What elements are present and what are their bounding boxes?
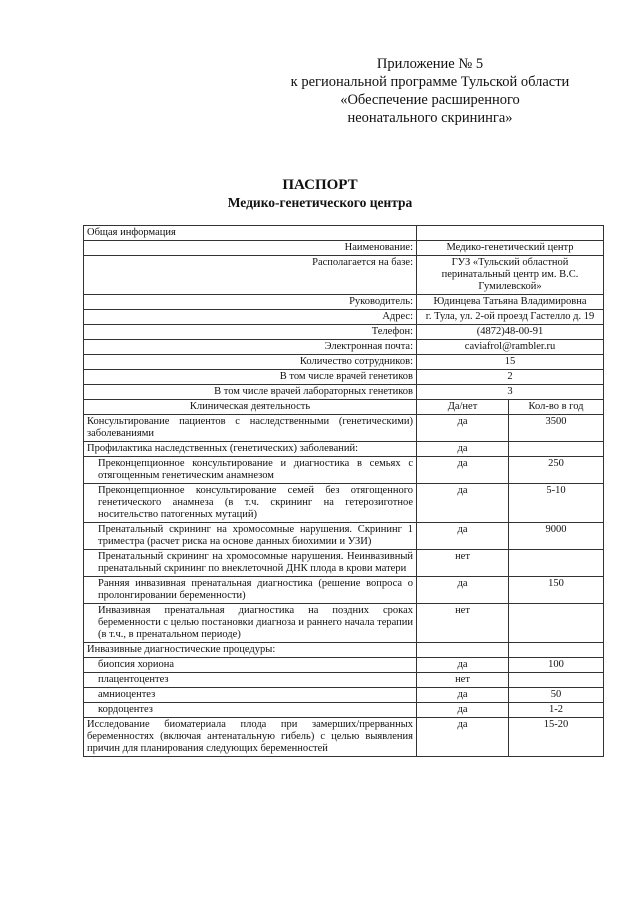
general-info-row	[84, 256, 604, 295]
general-info-row	[84, 241, 604, 256]
clinical-count	[509, 673, 604, 688]
general-info-label: Адрес:	[84, 310, 417, 325]
clinical-count: 250	[509, 457, 604, 484]
general-info-value: г. Тула, ул. 2-ой проезд Гастелло д. 19	[417, 310, 604, 325]
clinical-header-row	[84, 400, 604, 415]
clinical-row	[84, 688, 604, 703]
general-info-section	[84, 226, 604, 400]
document-subtitle: Медико-генетического центра	[227, 195, 413, 210]
clinical-yes-no: нет	[417, 604, 509, 643]
yes-no-header: Да/нет	[417, 400, 509, 415]
clinical-row	[84, 604, 604, 643]
general-info-row	[84, 385, 604, 400]
clinical-yes-no: да	[417, 415, 509, 442]
appendix-line: неонатального скрининга»	[347, 110, 513, 126]
clinical-activity: плацентоцентез	[84, 673, 417, 688]
clinical-count	[509, 550, 604, 577]
general-info-label: Телефон:	[84, 325, 417, 340]
appendix-line: «Обеспечение расширенного	[340, 92, 520, 108]
appendix-line: Приложение № 5	[376, 56, 484, 72]
passport-table	[83, 225, 604, 757]
general-info-label: Электронная почта:	[84, 340, 417, 355]
general-info-row	[84, 295, 604, 310]
general-info-label: Располагается на базе:	[84, 256, 417, 295]
clinical-activity-header: Клиническая деятельность	[84, 400, 417, 415]
clinical-activity: кордоцентез	[84, 703, 417, 718]
general-info-value: 2	[417, 370, 604, 385]
clinical-count: 5-10	[509, 484, 604, 523]
clinical-count	[509, 604, 604, 643]
clinical-activity: Преконцепционное консультирование семей без отягощенного генетического анамнеза (в т.ч. скрининг на гетерозиготное носительство патогенных мутаций)	[84, 484, 417, 523]
clinical-yes-no: да	[417, 523, 509, 550]
clinical-activity: Пренатальный скрининг на хромосомные нарушения. Неинвазивный пренатальный скрининг по внеклеточной ДНК плода в крови матери	[84, 550, 417, 577]
general-section-row	[84, 226, 604, 241]
clinical-row	[84, 523, 604, 550]
clinical-activity: амниоцентез	[84, 688, 417, 703]
general-info-row	[84, 370, 604, 385]
clinical-activity: Профилактика наследственных (генетических) заболеваний:	[84, 442, 417, 457]
general-info-value: caviafrol@rambler.ru	[417, 340, 604, 355]
clinical-row	[84, 658, 604, 673]
clinical-activity: Исследование биоматериала плода при замерших/прерванных беременностях (включая антенатальную гибель) с целью выявления причин для планирования следующих беременностей	[84, 718, 417, 757]
clinical-row	[84, 643, 604, 658]
clinical-count: 1-2	[509, 703, 604, 718]
clinical-yes-no: да	[417, 442, 509, 457]
clinical-row	[84, 577, 604, 604]
clinical-row	[84, 457, 604, 484]
clinical-yes-no: нет	[417, 550, 509, 577]
appendix-line: к региональной программе Тульской области	[290, 74, 570, 90]
clinical-activity: Инвазивные диагностические процедуры:	[84, 643, 417, 658]
general-info-value: 15	[417, 355, 604, 370]
general-info-row	[84, 355, 604, 370]
clinical-row	[84, 484, 604, 523]
general-info-value: (4872)48-00-91	[417, 325, 604, 340]
clinical-count: 15-20	[509, 718, 604, 757]
clinical-count: 3500	[509, 415, 604, 442]
document-title: ПАСПОРТ	[282, 177, 358, 193]
general-info-label: Руководитель:	[84, 295, 417, 310]
count-header: Кол-во в год	[509, 400, 604, 415]
clinical-count: 150	[509, 577, 604, 604]
general-info-row	[84, 310, 604, 325]
clinical-activity: Пренатальный скрининг на хромосомные нарушения. Скрининг 1 триместра (расчет риска на основе данных биохимии и УЗИ)	[84, 523, 417, 550]
clinical-activity: Преконцепционное консультирование и диагностика в семьях с отягощенным генетическим анамнезом	[84, 457, 417, 484]
general-info-row	[84, 340, 604, 355]
general-info-label: Наименование:	[84, 241, 417, 256]
general-info-label: В том числе врачей генетиков	[84, 370, 417, 385]
clinical-yes-no: да	[417, 703, 509, 718]
clinical-yes-no: да	[417, 484, 509, 523]
clinical-count: 100	[509, 658, 604, 673]
clinical-activity: Ранняя инвазивная пренатальная диагностика (решение вопроса о пролонгировании беременности)	[84, 577, 417, 604]
clinical-count: 50	[509, 688, 604, 703]
general-info-value: 3	[417, 385, 604, 400]
clinical-count	[509, 442, 604, 457]
clinical-row	[84, 442, 604, 457]
clinical-section	[84, 400, 604, 757]
general-info-value: Юдинцева Татьяна Владимировна	[417, 295, 604, 310]
clinical-row	[84, 550, 604, 577]
general-info-row	[84, 325, 604, 340]
clinical-yes-no: да	[417, 688, 509, 703]
clinical-count	[509, 643, 604, 658]
appendix-header	[280, 55, 580, 127]
clinical-activity: Консультирование пациентов с наследственными (генетическими) заболеваниями	[84, 415, 417, 442]
clinical-yes-no: нет	[417, 673, 509, 688]
clinical-yes-no: да	[417, 457, 509, 484]
general-info-value: Медико-генетический центр	[417, 241, 604, 256]
clinical-yes-no: да	[417, 718, 509, 757]
general-info-label: В том числе врачей лабораторных генетиков	[84, 385, 417, 400]
clinical-activity: биопсия хориона	[84, 658, 417, 673]
clinical-count: 9000	[509, 523, 604, 550]
clinical-yes-no	[417, 643, 509, 658]
clinical-activity: Инвазивная пренатальная диагностика на поздних сроках беременности с целью постановки диагноза и раннего начала терапии (в т.ч., в пренатальном периоде)	[84, 604, 417, 643]
clinical-yes-no: да	[417, 658, 509, 673]
clinical-row	[84, 703, 604, 718]
clinical-row	[84, 718, 604, 757]
general-section-label: Общая информация	[84, 226, 417, 241]
clinical-row	[84, 415, 604, 442]
clinical-yes-no: да	[417, 577, 509, 604]
clinical-row	[84, 673, 604, 688]
general-info-label: Количество сотрудников:	[84, 355, 417, 370]
general-info-value: ГУЗ «Тульский областной перинатальный центр им. В.С. Гумилевской»	[417, 256, 604, 295]
